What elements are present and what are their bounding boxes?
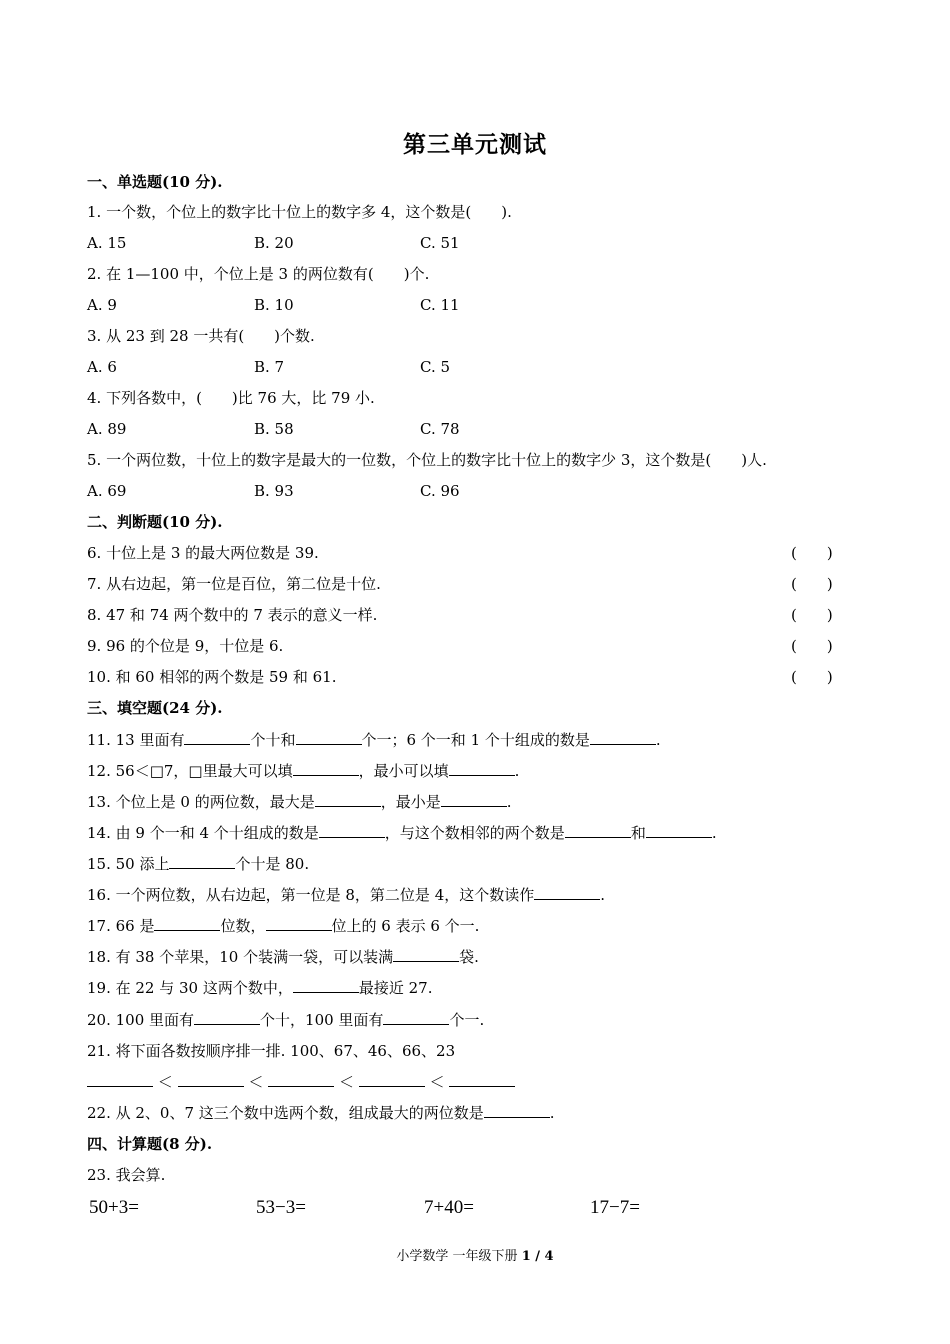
q15-text: 15. 50 添上	[87, 855, 170, 873]
q8-answer-paren: ( )	[791, 606, 833, 624]
calc-item-3: 7+40=	[424, 1197, 474, 1218]
question-8: 8. 47 和 74 两个数中的 7 表示的意义一样.	[87, 606, 378, 624]
section-heading-calculation: 四、计算题(8 分).	[87, 1135, 213, 1153]
answer-blank[interactable]	[315, 792, 381, 807]
answer-blank[interactable]	[449, 761, 515, 776]
q7-answer-paren: ( )	[791, 575, 833, 593]
q11-text: 个一；6 个一和 1 个十组成的数是	[361, 731, 590, 749]
q4-option-c: C. 78	[420, 420, 460, 438]
q19-text: 最接近 27.	[358, 979, 433, 997]
question-6: 6. 十位上是 3 的最大两位数是 39.	[87, 544, 319, 562]
q12-text: ，最小可以填	[358, 762, 449, 780]
q2-option-c: C. 11	[420, 296, 460, 314]
question-21: 21. 将下面各数按顺序排一排. 100、67、46、66、23	[87, 1042, 456, 1060]
answer-blank[interactable]	[359, 1072, 425, 1087]
question-11	[87, 729, 661, 751]
q5-option-c: C. 96	[420, 482, 460, 500]
answer-blank[interactable]	[169, 854, 235, 869]
question-13	[87, 791, 512, 813]
q17-text: 位数，	[220, 917, 266, 935]
q4-option-a: A. 89	[87, 420, 127, 438]
q13-text: ，最小是	[380, 793, 441, 811]
q3-option-a: A. 6	[87, 358, 117, 376]
question-4: 4. 下列各数中，( )比 76 大，比 79 小.	[87, 389, 375, 407]
question-2: 2. 在 1—100 中，个位上是 3 的两位数有( )个.	[87, 265, 430, 283]
question-12	[87, 760, 519, 782]
footer-text: 小学数学 一年级下册	[396, 1249, 522, 1264]
question-14	[87, 822, 717, 844]
q13-text: .	[506, 793, 512, 811]
q22-text: .	[549, 1104, 555, 1122]
q1-option-a: A. 15	[87, 234, 127, 252]
calc-item-4: 17−7=	[590, 1197, 640, 1218]
q22-text: 22. 从 2、0、7 这三个数中选两个数，组成最大的两位数是	[87, 1104, 484, 1122]
q19-text: 19. 在 22 与 30 这两个数中，	[87, 979, 293, 997]
q17-text: 17. 66 是	[87, 917, 155, 935]
answer-blank[interactable]	[178, 1072, 244, 1087]
less-than-sign: ＜	[157, 1073, 173, 1091]
answer-blank[interactable]	[319, 823, 385, 838]
less-than-sign: ＜	[338, 1073, 354, 1091]
question-9: 9. 96 的个位是 9，十位是 6.	[87, 637, 284, 655]
q11-text: 11. 13 里面有	[87, 731, 185, 749]
less-than-sign: ＜	[429, 1073, 445, 1091]
question-15	[87, 853, 309, 875]
q2-option-b: B. 10	[254, 296, 294, 314]
question-3: 3. 从 23 到 28 一共有( )个数.	[87, 327, 315, 345]
q18-text: 18. 有 38 个苹果，10 个装满一袋，可以装满	[87, 948, 394, 966]
calc-item-1: 50+3=	[89, 1197, 139, 1218]
answer-blank[interactable]	[296, 730, 362, 745]
answer-blank[interactable]	[87, 1072, 153, 1087]
q10-answer-paren: ( )	[791, 668, 833, 686]
question-17	[87, 915, 479, 937]
answer-blank[interactable]	[184, 730, 250, 745]
q18-text: 袋.	[459, 948, 479, 966]
question-5: 5. 一个两位数，十位上的数字是最大的一位数，个位上的数字比十位上的数字少 3，这个数是( )人.	[87, 451, 767, 469]
question-18	[87, 946, 479, 968]
q11-text: 个十和	[250, 731, 296, 749]
answer-blank[interactable]	[534, 885, 600, 900]
question-20	[87, 1009, 484, 1031]
q4-option-b: B. 58	[254, 420, 294, 438]
q2-option-a: A. 9	[87, 296, 117, 314]
answer-blank[interactable]	[565, 823, 631, 838]
answer-blank[interactable]	[383, 1010, 449, 1025]
question-22	[87, 1102, 555, 1124]
answer-blank[interactable]	[154, 916, 220, 931]
answer-blank[interactable]	[441, 792, 507, 807]
page-title: 第三单元测试	[403, 131, 547, 158]
section-heading-single-choice: 一、单选题(10 分).	[87, 173, 223, 191]
q12-text: 12. 56＜□7，□里最大可以填	[87, 762, 293, 780]
q20-text: 20. 100 里面有	[87, 1011, 195, 1029]
question-7: 7. 从右边起，第一位是百位，第二位是十位.	[87, 575, 381, 593]
q15-text: 个十是 80.	[235, 855, 310, 873]
q13-text: 13. 个位上是 0 的两位数，最大是	[87, 793, 315, 811]
answer-blank[interactable]	[590, 730, 656, 745]
question-19	[87, 977, 433, 999]
less-than-sign: ＜	[248, 1073, 264, 1091]
q14-text: ，与这个数相邻的两个数是	[384, 824, 565, 842]
q20-text: 个十，100 里面有	[260, 1011, 384, 1029]
q3-option-c: C. 5	[420, 358, 451, 376]
q20-text: 个一.	[449, 1011, 485, 1029]
q5-option-b: B. 93	[254, 482, 294, 500]
section-heading-fill-blank: 三、填空题(24 分).	[87, 699, 223, 717]
answer-blank[interactable]	[293, 761, 359, 776]
q14-text: 和	[630, 824, 646, 842]
q6-answer-paren: ( )	[791, 544, 833, 562]
question-16	[87, 884, 605, 906]
q3-option-b: B. 7	[254, 358, 285, 376]
page-footer	[0, 1245, 950, 1264]
answer-blank[interactable]	[293, 978, 359, 993]
question-1: 1. 一个数，个位上的数字比十位上的数字多 4，这个数是( ).	[87, 203, 512, 221]
answer-blank[interactable]	[484, 1103, 550, 1118]
q1-option-c: C. 51	[420, 234, 460, 252]
q14-text: 14. 由 9 个一和 4 个十组成的数是	[87, 824, 319, 842]
answer-blank[interactable]	[393, 947, 459, 962]
q21-ordering-row	[87, 1071, 515, 1093]
question-10: 10. 和 60 相邻的两个数是 59 和 61.	[87, 668, 337, 686]
calc-item-2: 53−3=	[256, 1197, 306, 1218]
q16-text: .	[600, 886, 606, 904]
answer-blank[interactable]	[449, 1072, 515, 1087]
q9-answer-paren: ( )	[791, 637, 833, 655]
answer-blank[interactable]	[268, 1072, 334, 1087]
section-heading-true-false: 二、判断题(10 分).	[87, 513, 223, 531]
q17-text: 位上的 6 表示 6 个一.	[331, 917, 480, 935]
q5-option-a: A. 69	[87, 482, 127, 500]
page-number: 1 / 4	[521, 1249, 554, 1264]
answer-blank[interactable]	[266, 916, 332, 931]
answer-blank[interactable]	[194, 1010, 260, 1025]
q16-text: 16. 一个两位数，从右边起，第一位是 8，第二位是 4，这个数读作	[87, 886, 535, 904]
q11-text: .	[655, 731, 661, 749]
q1-option-b: B. 20	[254, 234, 294, 252]
question-23: 23. 我会算.	[87, 1166, 166, 1184]
q14-text: .	[711, 824, 717, 842]
answer-blank[interactable]	[646, 823, 712, 838]
q12-text: .	[514, 762, 520, 780]
